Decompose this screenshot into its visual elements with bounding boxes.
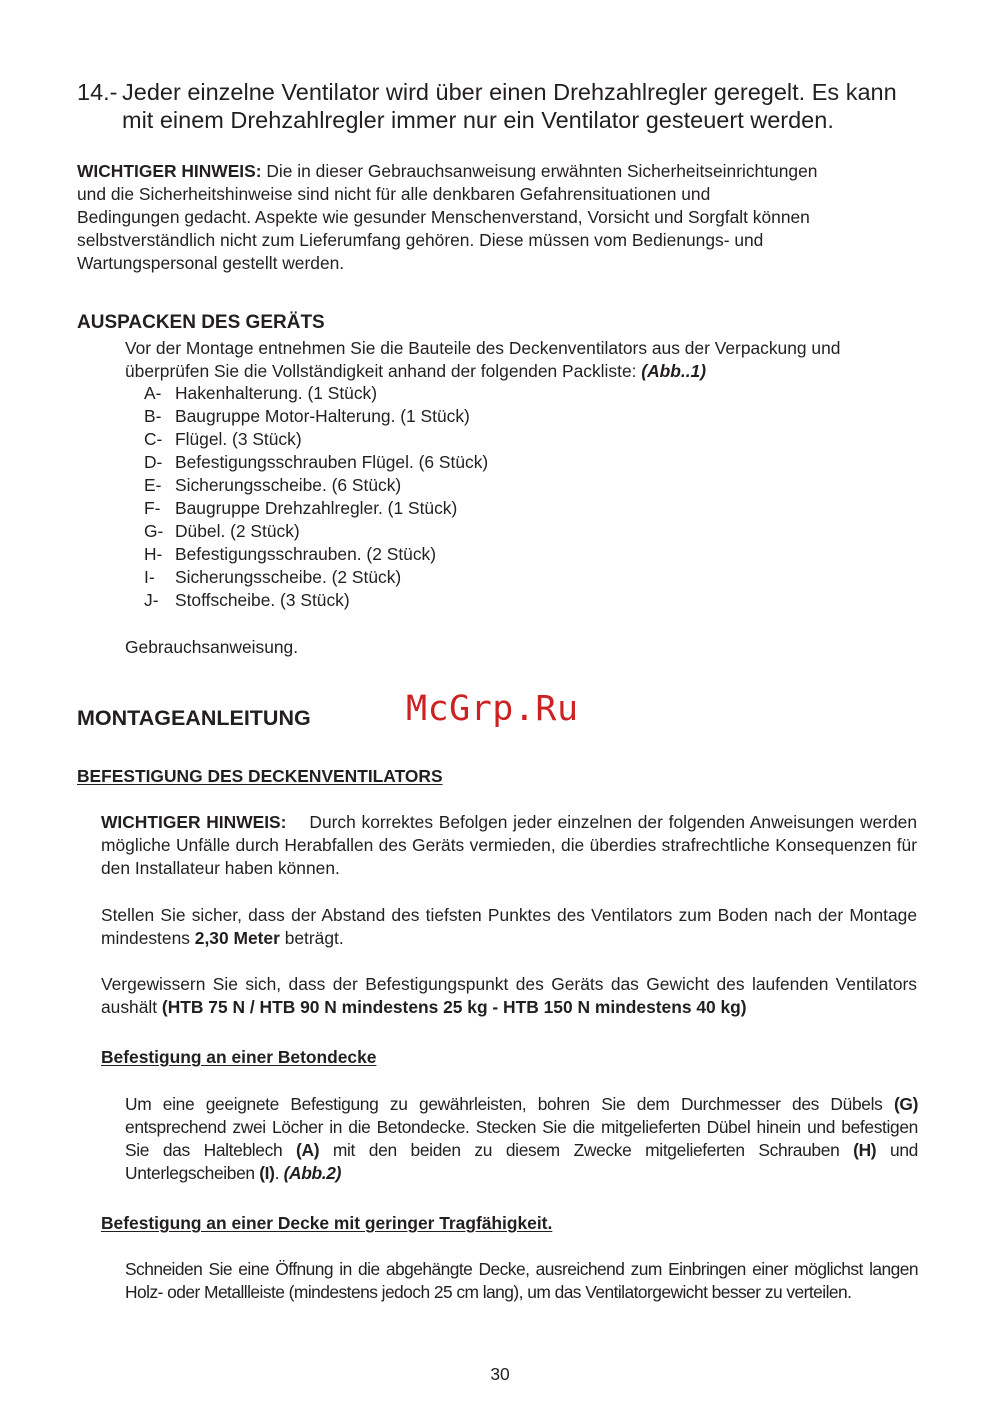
weight-paragraph: Vergewissern Sie sich, dass der Befestigungspunkt des Geräts das Gewicht des laufenden Ventilators aushält (HTB 75 N / HTB 90 N mindestens 25 kg - HTB 150 N mindestens 40 kg) bbox=[101, 974, 917, 1017]
list-item: B- Baugruppe Motor-Halterung. (1 Stück) bbox=[144, 406, 470, 426]
notice-1-line: selbstverständlich nicht zum Lieferumfang gehören. Diese müssen vom Bedienungs- und bbox=[77, 230, 764, 250]
notice-1-line: und die Sicherheitshinweise sind nicht für alle denkbaren Gefahrensituationen und bbox=[77, 184, 711, 204]
watermark: McGrp.Ru bbox=[406, 689, 579, 729]
montage-heading: MONTAGEANLEITUNG bbox=[77, 706, 311, 730]
item-14-number: 14.- bbox=[77, 79, 118, 105]
concrete-heading: Befestigung an einer Betondecke bbox=[101, 1047, 377, 1067]
list-item: D- Befestigungsschrauben Flügel. (6 Stück) bbox=[144, 452, 489, 472]
list-item: H- Befestigungsschrauben. (2 Stück) bbox=[144, 544, 437, 564]
distance-paragraph: Stellen Sie sicher, dass der Abstand des tiefsten Punktes des Ventilators zum Boden nach der Montage mindestens 2,30 Meter beträgt. bbox=[101, 905, 917, 948]
item-14-line1: Jeder einzelne Ventilator wird über einen Drehzahlregler geregelt. Es kann bbox=[122, 79, 897, 105]
mounting-subheading: BEFESTIGUNG DES DECKENVENTILATORS bbox=[77, 766, 443, 786]
list-item: J- Stoffscheibe. (3 Stück) bbox=[144, 590, 350, 610]
lowload-heading: Befestigung an einer Decke mit geringer Tragfähigkeit. bbox=[101, 1213, 553, 1233]
list-item: E- Sicherungsscheibe. (6 Stück) bbox=[144, 475, 402, 495]
lowload-paragraph: Schneiden Sie eine Öffnung in die abgehängte Decke, ausreichend zum Einbringen einer möglichst langen Holz- oder Metallleiste (mindestens jedoch 25 cm lang), um das Ventilatorgewicht besser zu verteilen. bbox=[125, 1259, 918, 1302]
list-item: G- Dübel. (2 Stück) bbox=[144, 521, 300, 541]
notice-2-label: WICHTIGER HINWEIS: bbox=[101, 812, 287, 832]
important-notice-1 bbox=[77, 160, 957, 275]
concrete-paragraph: Um eine geeignete Befestigung zu gewährleisten, bohren Sie dem Durchmesser des Dübels (G) entsprechend zwei Löcher in die Betondecke. Stecken Sie die mitgelieferten Dübel hinein und befestigen Sie das Halteblech (A) mit den beiden zu diesem Zwecke mitgelieferten Schrauben (H) und Unterlegscheiben (I). (Abb.2) bbox=[125, 1094, 919, 1183]
unpack-intro-line1: Vor der Montage entnehmen Sie die Bauteile des Deckenventilators aus der Verpackung und bbox=[125, 338, 841, 358]
notice-1-line: Die in dieser Gebrauchsanweisung erwähnten Sicherheitseinrichtungen bbox=[266, 161, 818, 181]
list-item: F- Baugruppe Drehzahlregler. (1 Stück) bbox=[144, 498, 458, 518]
abb-2-reference: (Abb.2) bbox=[283, 1163, 342, 1183]
unpack-intro-line2: überprüfen Sie die Vollständigkeit anhand der folgenden Packliste: bbox=[125, 361, 637, 381]
item-14 bbox=[77, 78, 957, 134]
notice-2-text: Durch korrektes Befolgen jeder einzelnen der folgenden Anweisungen werden mögliche Unfälle durch Herabfallen des Geräts vermieden, die überdies strafrechtliche Konsequenzen für den Installateur haben können. bbox=[101, 812, 917, 878]
pack-list bbox=[144, 382, 488, 612]
weight-requirement: (HTB 75 N / HTB 90 N mindestens 25 kg - HTB 150 N mindestens 40 kg) bbox=[161, 997, 747, 1017]
unpack-intro bbox=[125, 337, 955, 383]
list-item: C- Flügel. (3 Stück) bbox=[144, 429, 302, 449]
notice-1-line: Wartungspersonal gestellt werden. bbox=[77, 253, 345, 273]
notice-1-label: WICHTIGER HINWEIS: bbox=[77, 161, 262, 181]
list-item: I- Sicherungsscheibe. (2 Stück) bbox=[144, 567, 402, 587]
item-14-line2: mit einem Drehzahlregler immer nur ein Ventilator gesteuert werden. bbox=[122, 107, 834, 133]
pack-list-extra: Gebrauchsanweisung. bbox=[125, 637, 299, 657]
page-number: 30 bbox=[490, 1364, 510, 1384]
unpack-heading: AUSPACKEN DES GERÄTS bbox=[77, 312, 325, 333]
notice-1-line: Bedingungen gedacht. Aspekte wie gesunder Menschenverstand, Vorsicht und Sorgfalt können bbox=[77, 207, 810, 227]
important-notice-2 bbox=[101, 811, 917, 880]
abb-1-reference: (Abb..1) bbox=[641, 361, 707, 381]
distance-value: 2,30 Meter bbox=[194, 928, 280, 948]
list-item: A- Hakenhalterung. (1 Stück) bbox=[144, 383, 378, 403]
